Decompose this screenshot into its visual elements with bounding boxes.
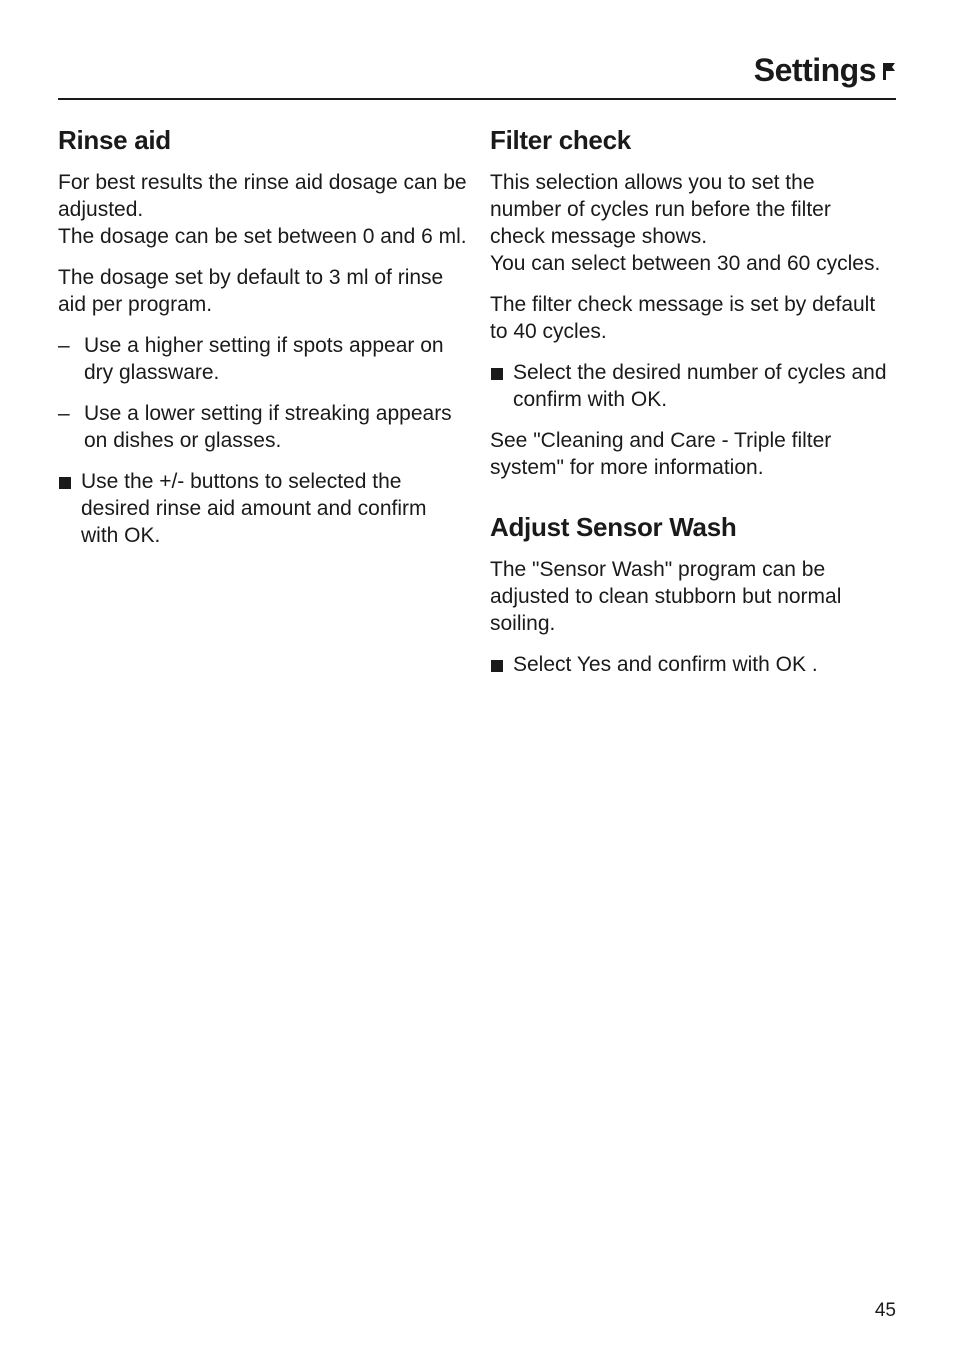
- rinse-aid-heading: Rinse aid: [58, 125, 171, 155]
- square-bullet-icon: [490, 359, 513, 413]
- step-item: [490, 359, 890, 413]
- header-divider: [58, 98, 896, 100]
- right-column: [490, 124, 890, 692]
- dash-item: [58, 400, 468, 454]
- rinse-aid-intro: [58, 169, 468, 250]
- rinse-aid-section: [58, 124, 468, 563]
- filter-check-intro-line2: You can select between 30 and 60 cycles.: [490, 252, 881, 275]
- adjust-sensor-wash-heading: Adjust Sensor Wash: [490, 512, 737, 542]
- rinse-aid-default: The dosage set by default to 3 ml of rinse aid per program.: [58, 266, 444, 316]
- rinse-aid-intro-line1: For best results the rinse aid dosage can be adjusted.: [58, 171, 467, 221]
- filter-check-intro-line1: This selection allows you to set the number of cycles run before the filter check message shows.: [490, 171, 831, 248]
- dash-item: [58, 332, 468, 386]
- dash-item-text: Use a lower setting if streaking appears on dishes or glasses.: [84, 402, 452, 452]
- filter-check-intro: [490, 169, 890, 277]
- flag-icon: [882, 60, 896, 82]
- dash-item-text: Use a higher setting if spots appear on dry glassware.: [84, 334, 444, 384]
- step-text: Use the +/- buttons to selected the desired rinse aid amount and confirm with OK.: [81, 470, 427, 547]
- filter-check-section: [490, 124, 890, 481]
- rinse-aid-intro-line2: The dosage can be set between 0 and 6 ml.: [58, 225, 467, 248]
- filter-check-default: The filter check message is set by default to 40 cycles.: [490, 293, 876, 343]
- square-bullet-icon: [490, 651, 513, 678]
- filter-check-reference: See "Cleaning and Care - Triple filter system" for more information.: [490, 429, 832, 479]
- step-text: Select Yes and confirm with OK .: [513, 653, 818, 676]
- page-number: 45: [874, 1300, 896, 1321]
- dash-icon: –: [58, 334, 70, 357]
- page-header: [754, 52, 896, 89]
- step-item: [58, 468, 468, 549]
- dash-icon: –: [58, 402, 70, 425]
- page-title: Settings: [753, 52, 876, 88]
- adjust-sensor-wash-intro: The "Sensor Wash" program can be adjusted to clean stubborn but normal soiling.: [490, 558, 842, 635]
- adjust-sensor-wash-section: [490, 511, 890, 678]
- step-text: Select the desired number of cycles and confirm with OK.: [513, 361, 887, 411]
- square-bullet-icon: [58, 468, 81, 549]
- filter-check-heading: Filter check: [490, 125, 631, 155]
- step-item: [490, 651, 890, 678]
